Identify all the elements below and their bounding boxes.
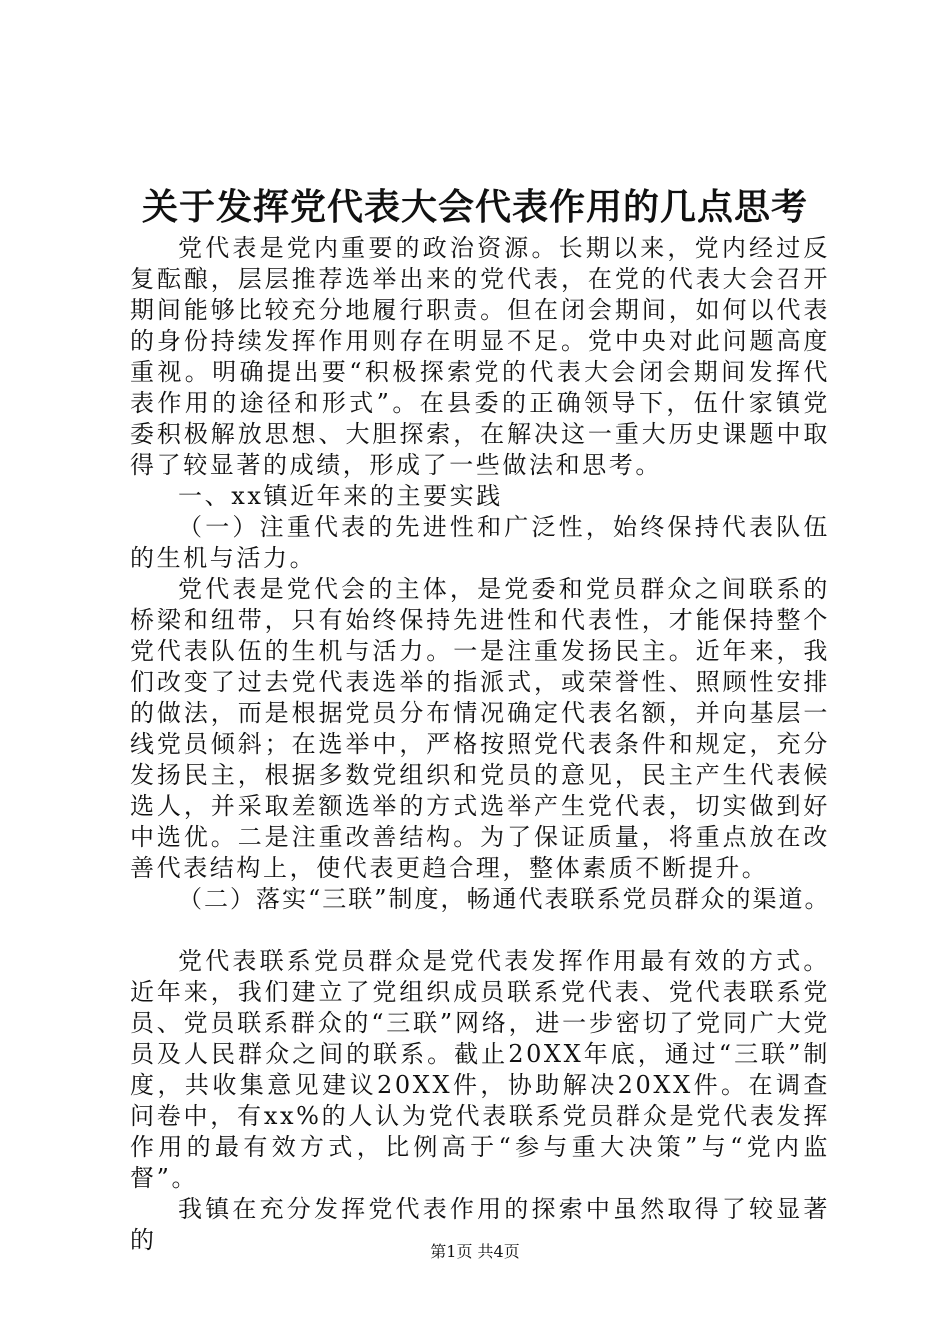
document-body (130, 233, 830, 1256)
paragraph-continued: 我镇在充分发挥党代表作用的探索中虽然取得了较显著的 (130, 1195, 830, 1254)
paragraph-intro: 党代表是党内重要的政治资源。长期以来，党内经过反复酝酿，层层推荐选举出来的党代表，在党的代表大会召开期间能够比较充分地履行职责。但在闭会期间，如何以代表的身份持续发挥作用则存在明显不足。党中央对此问题高度重视。明确提出要“积极探索党的代表大会闭会期间发挥代表作用的途径和形式”。在县委的正确领导下，伍什家镇党委积极解放思想、大胆探索，在解决这一重大历史课题中取得了较显著的成绩，形成了一些做法和思考。 (130, 234, 830, 479)
subsection-heading-1: （一）注重代表的先进性和广泛性，始终保持代表队伍的生机与活力。 (130, 513, 830, 572)
paragraph-representatives: 党代表是党代会的主体，是党委和党员群众之间联系的桥梁和纽带，只有始终保持先进性和代表性，才能保持整个党代表队伍的生机与活力。一是注重发扬民主。近年来，我们改变了过去党代表选举的指派式，或荣誉性、照顾性安排的做法，而是根据党员分布情况确定代表名额，并向基层一线党员倾斜；在选举中，严格按照党代表条件和规定，充分发扬民主，根据多数党组织和党员的意见，民主产生代表候选人，并采取差额选举的方式选举产生党代表，切实做到好中选优。二是注重改善结构。为了保证质量，将重点放在改善代表结构上，使代表更趋合理，整体素质不断提升。 (130, 575, 830, 882)
page-footer: 第1页 共4页 (430, 1242, 520, 1261)
document-title: 关于发挥党代表大会代表作用的几点思考 (141, 187, 808, 228)
section-heading-1: 一、xx镇近年来的主要实践 (178, 482, 503, 510)
paragraph-three-links: 党代表联系党员群众是党代表发挥作用最有效的方式。近年来，我们建立了党组织成员联系党代表、党代表联系党员、党员联系群众的“三联”网络，进一步密切了党同广大党员及人民群众之间的联系。截止20XX年底，通过“三联”制度，共收集意见建议20XX件，协助解决20XX件。在调查问卷中，有xx%的人认为党代表联系党员群众是党代表发挥作用的最有效方式，比例高于“参与重大决策”与“党内监督”。 (130, 947, 830, 1192)
subsection-heading-2: （二）落实“三联”制度，畅通代表联系党员群众的渠道。 (178, 885, 831, 913)
